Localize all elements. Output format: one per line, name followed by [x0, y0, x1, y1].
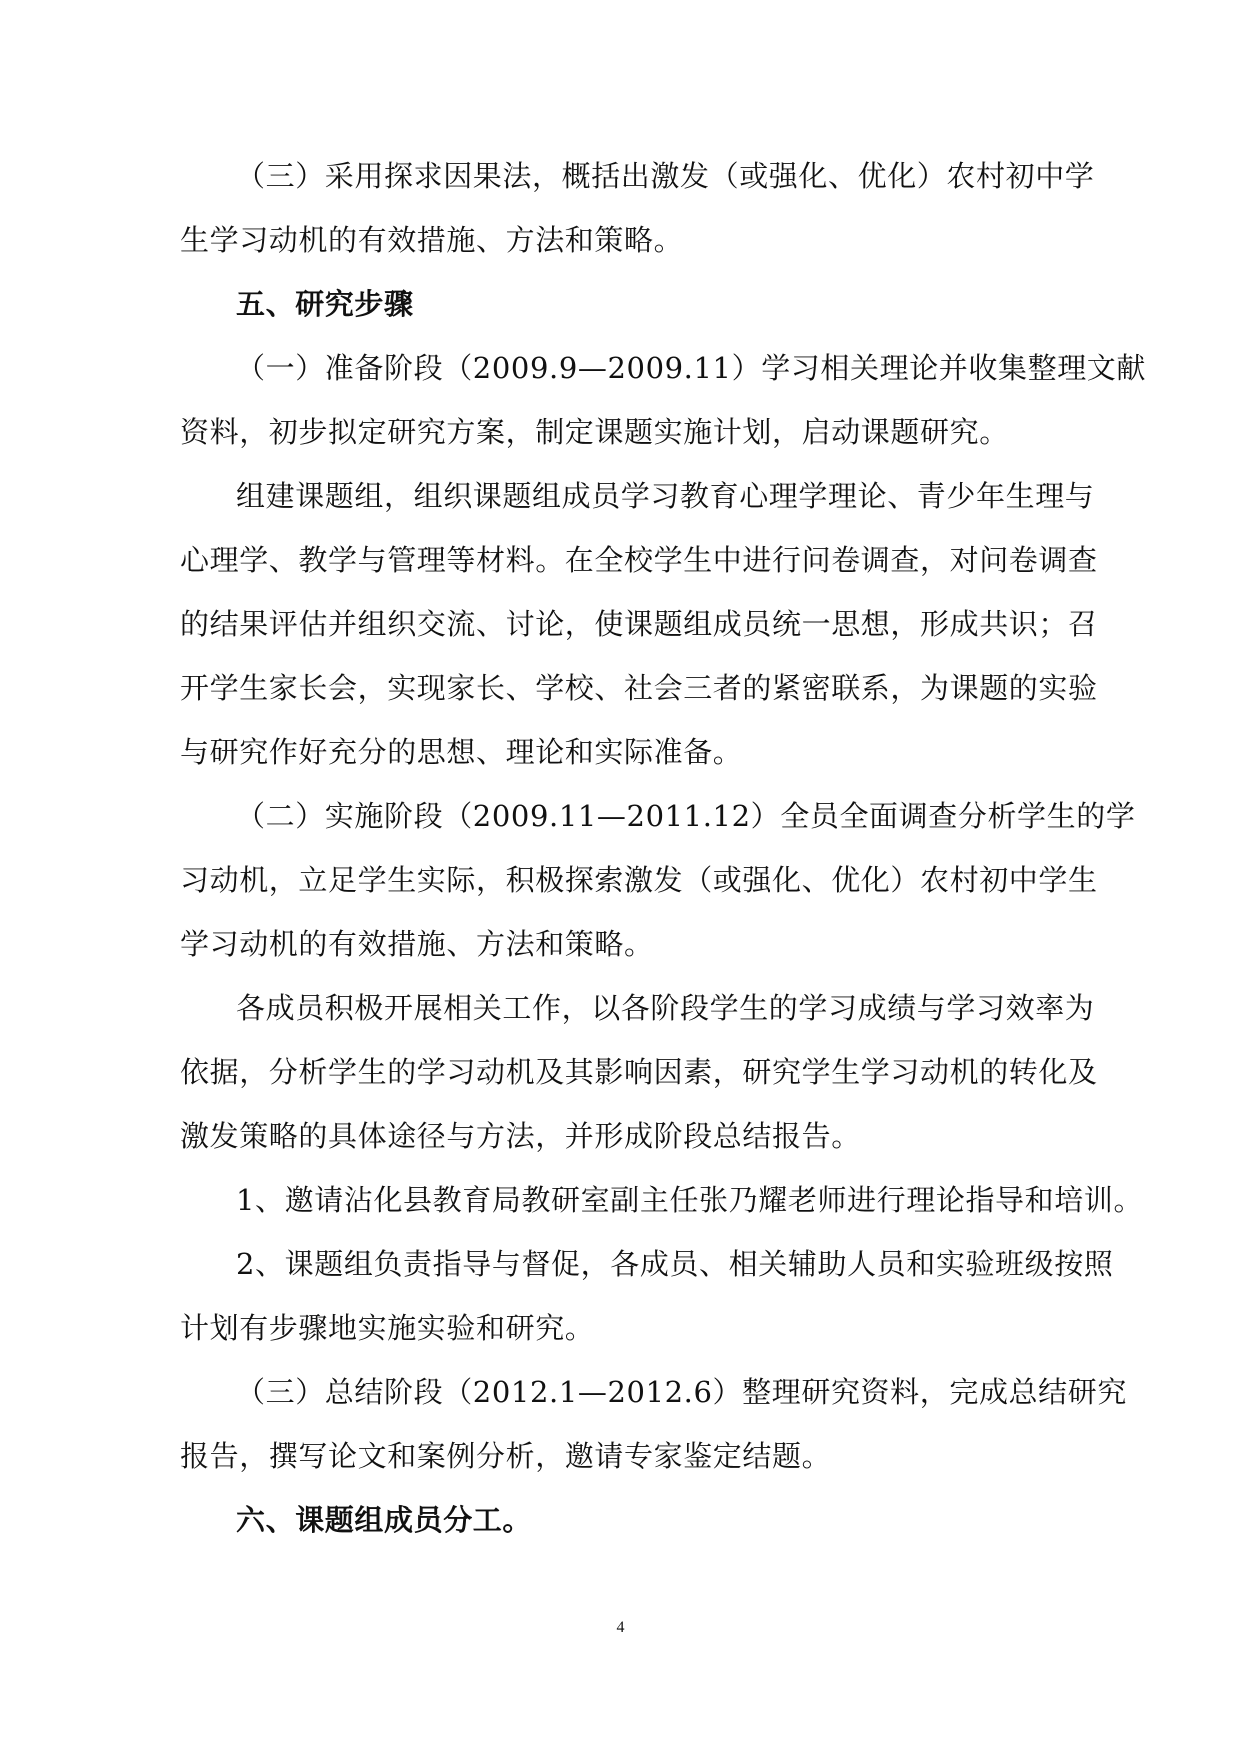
page-number: 4: [616, 1619, 625, 1636]
paragraph-line: 学习动机的有效措施、方法和策略。: [180, 927, 654, 961]
paragraph-line: 报告，撰写论文和案例分析，邀请专家鉴定结题。: [180, 1439, 832, 1473]
paragraph-line: 组建课题组，组织课题组成员学习教育心理学理论、青少年生理与: [236, 479, 1095, 513]
paragraph-line: 2、课题组负责指导与督促，各成员、相关辅助人员和实验班级按照: [236, 1247, 1114, 1281]
paragraph-line: 习动机，立足学生实际，积极探索激发（或强化、优化）农村初中学生: [180, 863, 1098, 897]
paragraph-line: 与研究作好充分的思想、理论和实际准备。: [180, 735, 743, 769]
paragraph-line: 激发策略的具体途径与方法，并形成阶段总结报告。: [180, 1119, 861, 1153]
paragraph-line: 计划有步骤地实施实验和研究。: [180, 1311, 595, 1345]
paragraph-line: 心理学、教学与管理等材料。在全校学生中进行问卷调查，对问卷调查: [180, 543, 1098, 577]
paragraph-line: 开学生家长会，实现家长、学校、社会三者的紧密联系，为课题的实验: [180, 671, 1098, 705]
paragraph-line: 生学习动机的有效措施、方法和策略。: [180, 223, 684, 257]
paragraph-line: 1、邀请沾化县教育局教研室副主任张乃耀老师进行理论指导和培训。: [236, 1183, 1144, 1217]
paragraph-line: （一）准备阶段（2009.9—2009.11）学习相关理论并收集整理文献: [236, 351, 1146, 385]
section-heading: 五、研究步骤: [236, 287, 414, 321]
paragraph-line: 资料，初步拟定研究方案，制定课题实施计划，启动课题研究。: [180, 415, 1009, 449]
paragraph-line: 的结果评估并组织交流、讨论，使课题组成员统一思想，形成共识；召: [180, 607, 1098, 641]
paragraph-line: 依据，分析学生的学习动机及其影响因素，研究学生学习动机的转化及: [180, 1055, 1098, 1089]
section-heading: 六、课题组成员分工。: [236, 1503, 533, 1537]
paragraph-line: （三）总结阶段（2012.1—2012.6）整理研究资料，完成总结研究: [236, 1375, 1127, 1409]
paragraph-line: 各成员积极开展相关工作，以各阶段学生的学习成绩与学习效率为: [236, 991, 1095, 1025]
paragraph-line: （二）实施阶段（2009.11—2011.12）全员全面调查分析学生的学: [236, 799, 1136, 833]
paragraph-line: （三）采用探求因果法，概括出激发（或强化、优化）农村初中学: [236, 159, 1095, 193]
